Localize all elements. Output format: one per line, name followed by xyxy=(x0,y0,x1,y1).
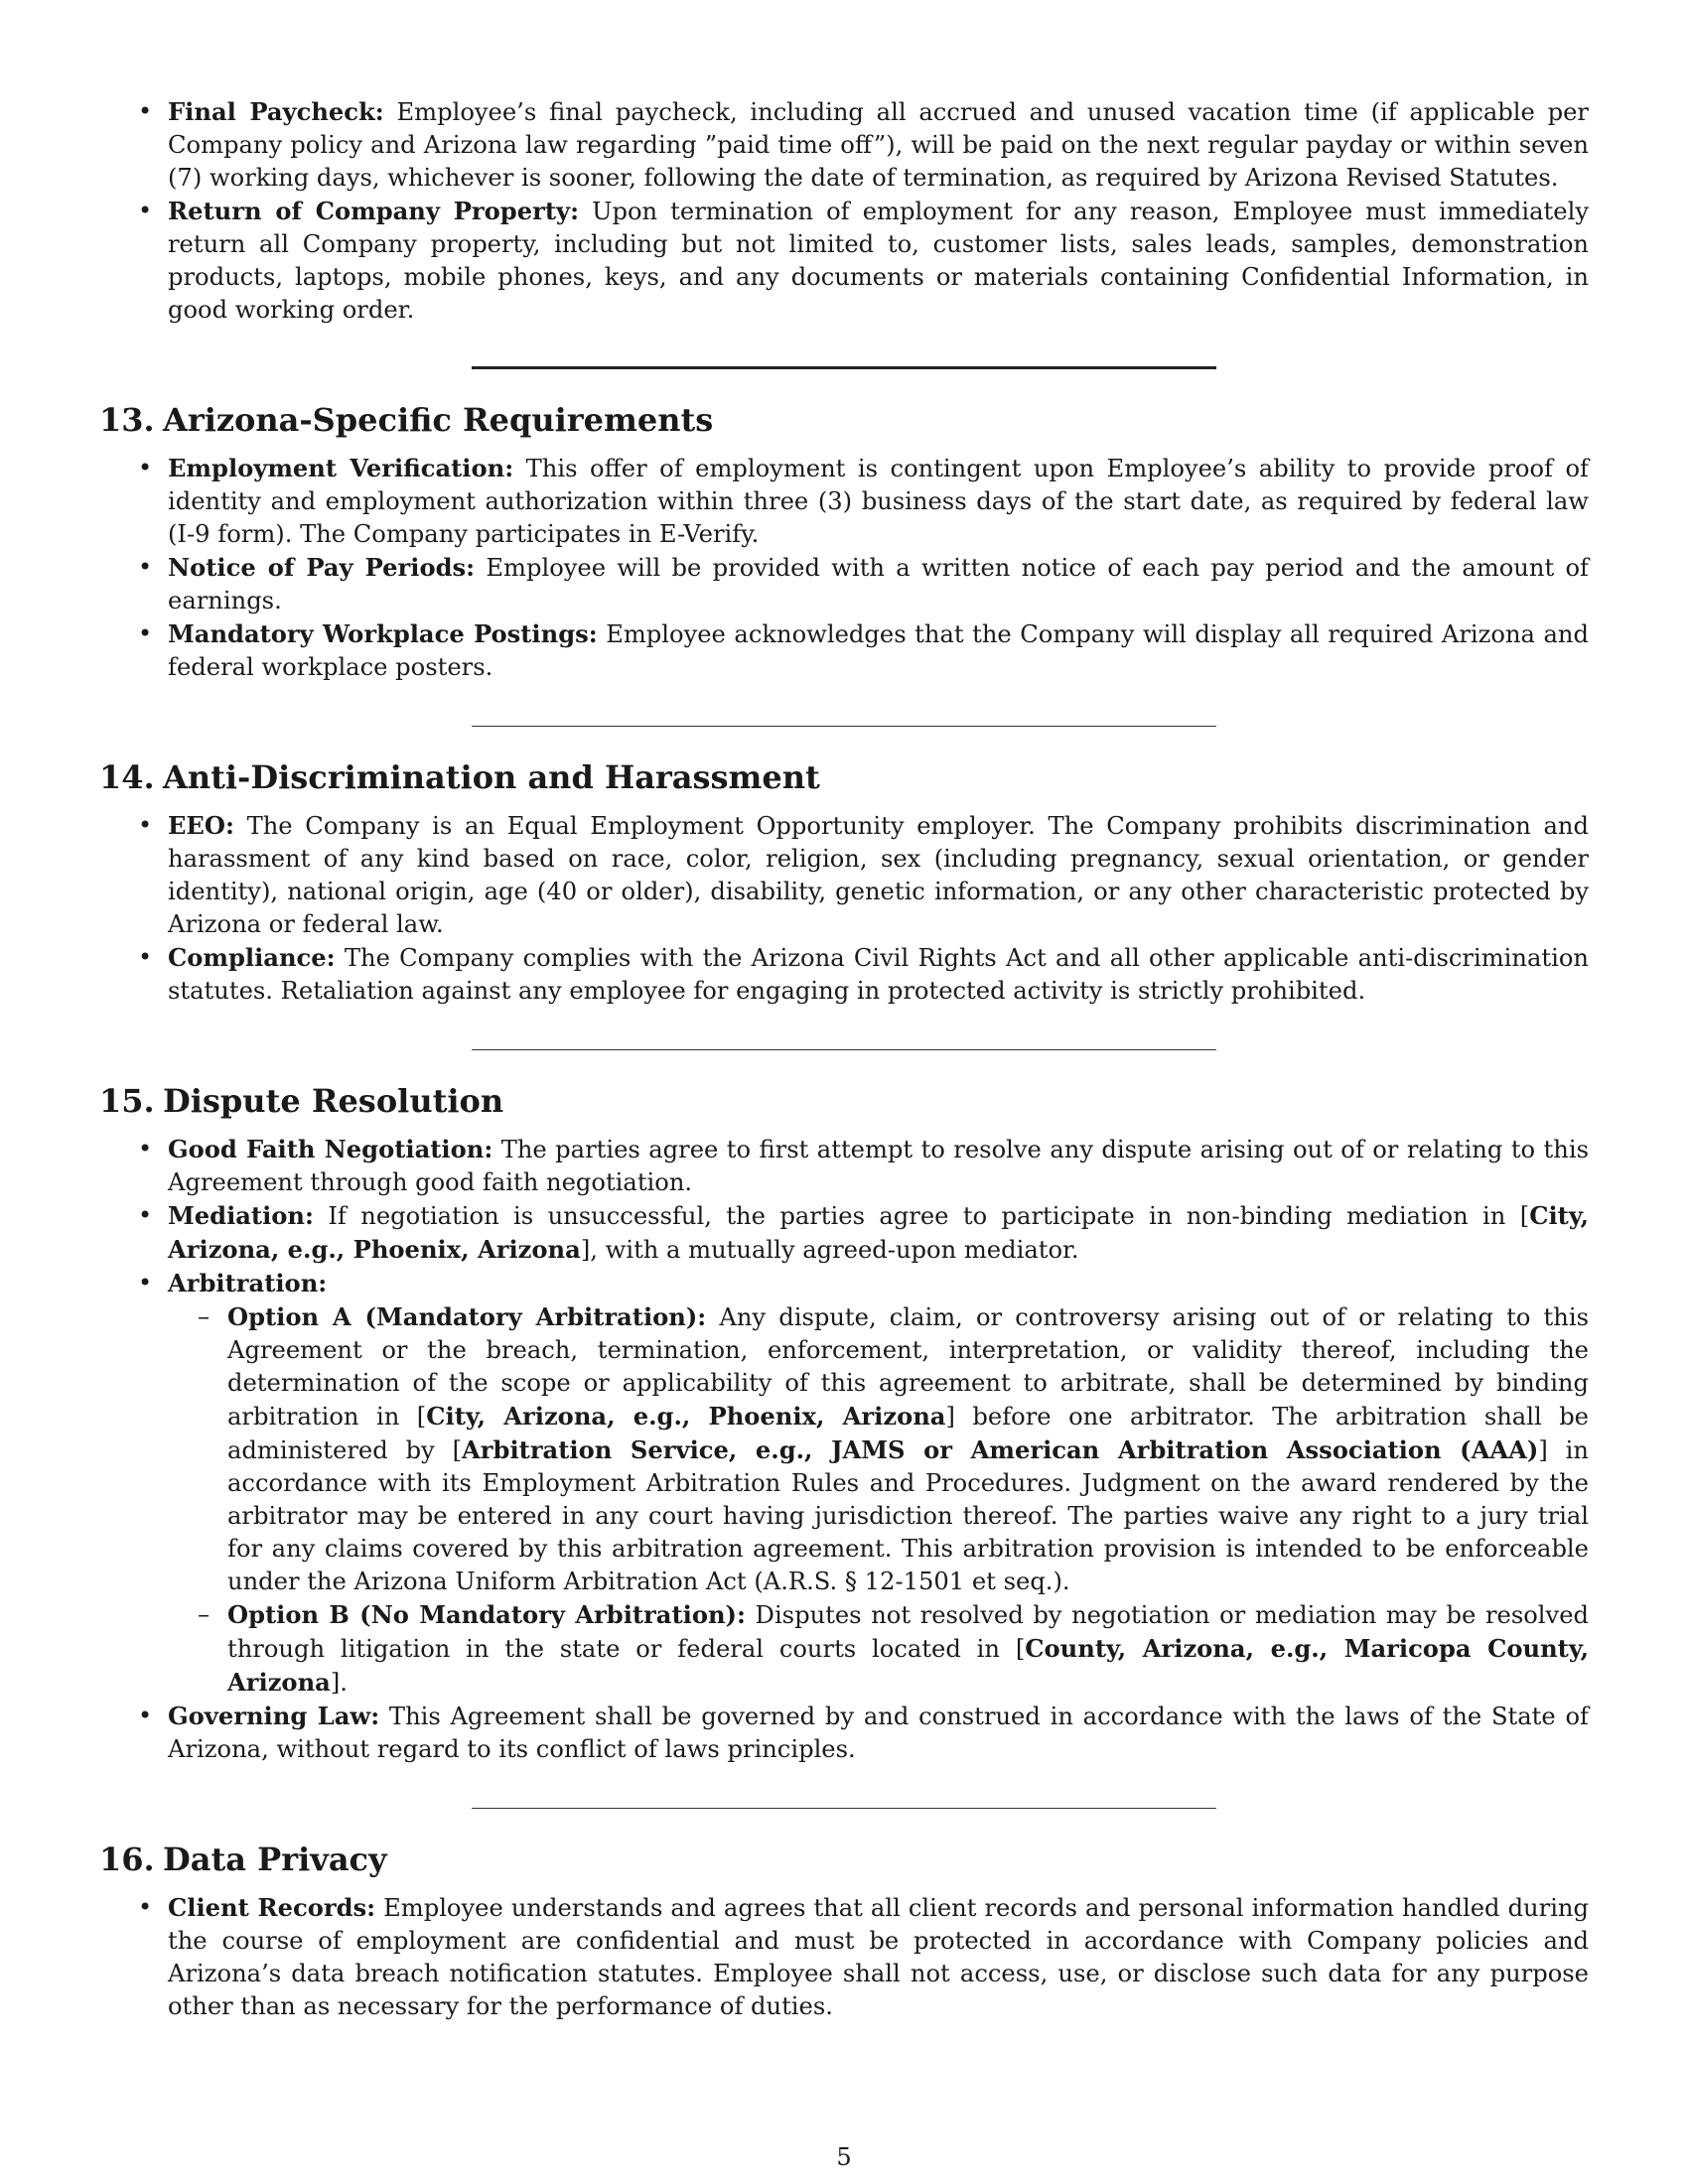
section-divider xyxy=(472,366,1216,369)
section-heading-16: 16. Data Privacy xyxy=(99,1841,387,1878)
list-item: • Good Faith Negotiation: The parties agree to first attempt to resolve any dispute arising out of or relating to this Agreement through good faith negotiation. xyxy=(99,1133,1589,1199)
list-item: • Notice of Pay Periods: Employee will be provided with a written notice of each pay period and the amount of earnings. xyxy=(99,551,1589,617)
list-item: • Employment Verification: This offer of employment is contingent upon Employee’s ability to provide proof of identity and employment authorization within three (3) business days of the start date, as required by federal law (I-9 form). The Company participates in E-Verify. xyxy=(99,452,1589,551)
document-page xyxy=(99,95,1589,2023)
page-number: 5 xyxy=(836,2143,852,2171)
list-item: • Mandatory Workplace Postings: Employee acknowledges that the Company will display all required Arizona and federal workplace posters. xyxy=(99,617,1589,684)
section-13-list xyxy=(99,452,1589,684)
section-heading-13: 13. Arizona-Specific Requirements xyxy=(99,401,714,439)
list-item: – Option A (Mandatory Arbitration): Any dispute, claim, or controversy arising out of or relating to this Agreement or the breach, termination, enforcement, interpretation, or validity thereof, including the determination of the scope or applicability of this agreement to arbitrate, shall be determined by binding arbitration in [City, Arizona, e.g., Phoenix, Arizona] before one arbitrator. The arbitration shall be administered by [Arbitration Service, e.g., JAMS or American Arbitration Association (AAA)] in accordance with its Employment Arbitration Rules and Procedures. Judgment on the award rendered by the arbitrator may be entered in any court having jurisdiction thereof. The parties waive any right to a jury trial for any claims covered by this arbitration agreement. This arbitration provision is intended to be enforceable under the Arizona Uniform Arbitration Act (A.R.S. § 12-1501 et seq.). xyxy=(168,1300,1589,1598)
list-item: • Governing Law: This Agreement shall be governed by and construed in accordance with the laws of the State of Arizona, without regard to its conflict of laws principles. xyxy=(99,1700,1589,1766)
section-heading-15: 15. Dispute Resolution xyxy=(99,1082,504,1120)
list-item: • Client Records: Employee understands and agrees that all client records and personal information handled during the course of employment are confidential and must be protected in accordance with Company policies and Arizona’s data breach notification statutes. Employee shall not access, use, or disclose such data for any purpose other than as necessary for the performance of duties. xyxy=(99,1891,1589,2023)
list-item: – Option B (No Mandatory Arbitration): Disputes not resolved by negotiation or mediation may be resolved through litigation in the state or federal courts located in [County, Arizona, e.g., Maricopa County, Arizona]. xyxy=(168,1598,1589,1700)
section-divider xyxy=(472,726,1216,727)
list-item: • Return of Company Property: Upon termination of employment for any reason, Employee must immediately return all Company property, including but not limited to, customer lists, sales leads, samples, demonstration products, laptops, mobile phones, keys, and any documents or materials containing Confidential Information, in good working order. xyxy=(99,195,1589,327)
list-item: • EEO: The Company is an Equal Employment Opportunity employer. The Company prohibits discrimination and harassment of any kind based on race, color, religion, sex (including pregnancy, sexual orientation, or gender identity), national origin, age (40 or older), disability, genetic information, or any other characteristic protected by Arizona or federal law. xyxy=(99,809,1589,941)
termination-list xyxy=(99,95,1589,327)
list-item: • Arbitration: – Option A (Mandatory Arbitration): Any dispute, claim, or controversy arising out of or relating to this Agreement or the breach, termination, enforcement, interpretation, or validity thereof, including the determination of the scope or applicability of this agreement to arbitrate, shall be determined by binding arbitration in [City, Arizona, e.g., Phoenix, Arizona] before one arbitrator. The arbitration shall be administered by [Arbitration Service, e.g., JAMS or American Arbitration Association (AAA)] in accordance with its Employment Arbitration Rules and Procedures. Judgment on the award rendered by the arbitrator may be entered in any court having jurisdiction thereof. The parties waive any right to a jury trial for any claims covered by this arbitration agreement. This arbitration provision is intended to be enforceable under the Arizona Uniform Arbitration Act (A.R.S. § 12-1501 et seq.). – Option B (No Mandatory Arbitration): Disputes not resolved by negotiation or mediation may be resolved through litigation in the state or federal courts located in [County, Arizona, e.g., Maricopa County, Arizona]. xyxy=(99,1267,1589,1700)
arbitration-options xyxy=(168,1300,1589,1700)
section-14-list xyxy=(99,809,1589,1008)
section-16-list xyxy=(99,1891,1589,2023)
section-divider xyxy=(472,1808,1216,1809)
section-divider xyxy=(472,1049,1216,1050)
section-15-list xyxy=(99,1133,1589,1766)
section-heading-14: 14. Anti-Discrimination and Harassment xyxy=(99,758,820,796)
list-item: • Compliance: The Company complies with the Arizona Civil Rights Act and all other applicable anti-discrimination statutes. Retaliation against any employee for engaging in protected activity is strictly prohibited. xyxy=(99,941,1589,1008)
list-item: • Final Paycheck: Employee’s final paycheck, including all accrued and unused vacation time (if applicable per Company policy and Arizona law regarding ”paid time off”), will be paid on the next regular payday or within seven (7) working days, whichever is sooner, following the date of termination, as required by Arizona Revised Statutes. xyxy=(99,95,1589,195)
list-item: • Mediation: If negotiation is unsuccessful, the parties agree to participate in non-binding mediation in [City, Arizona, e.g., Phoenix, Arizona], with a mutually agreed-upon mediator. xyxy=(99,1199,1589,1267)
